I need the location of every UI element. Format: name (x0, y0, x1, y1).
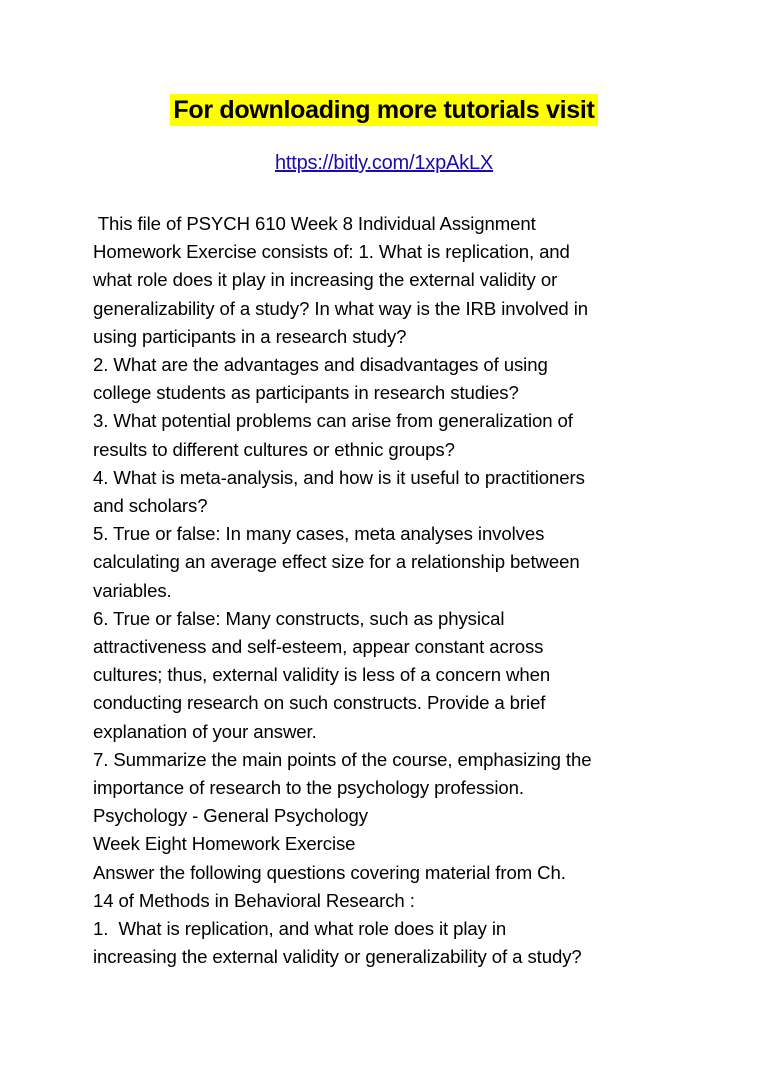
body-line: 5. True or false: In many cases, meta analyses involves (93, 523, 545, 545)
body-line: college students as participants in research studies? (93, 382, 519, 404)
body-line: Answer the following questions covering material from Ch. (93, 861, 566, 883)
body-line: calculating an average effect size for a relationship between (93, 551, 580, 573)
body-line: explanation of your answer. (93, 720, 317, 742)
body-line: results to different cultures or ethnic groups? (93, 438, 455, 460)
document-body (93, 210, 591, 971)
body-line: 14 of Methods in Behavioral Research : (93, 889, 415, 911)
body-line: variables. (93, 579, 172, 601)
body-line: 7. Summarize the main points of the course, emphasizing the (93, 748, 592, 770)
body-line: 3. What potential problems can arise from generalization of (93, 410, 573, 432)
highlighted-title: For downloading more tutorials visit (170, 94, 597, 126)
body-line: Psychology - General Psychology (93, 805, 368, 827)
body-line: Homework Exercise consists of: 1. What is replication, and (93, 241, 570, 263)
body-line: 6. True or false: Many constructs, such as physical (93, 607, 505, 629)
body-line: Week Eight Homework Exercise (93, 833, 356, 855)
page-title (0, 96, 768, 125)
body-line: increasing the external validity or generalizability of a study? (93, 946, 582, 968)
body-line: 4. What is meta-analysis, and how is it useful to practitioners (93, 466, 585, 488)
body-line: 1. What is replication, and what role does it play in (93, 918, 507, 940)
tutorial-link[interactable]: https://bitly.com/1xpAkLX (274, 152, 494, 174)
body-line: generalizability of a study? In what way is the IRB involved in (93, 297, 588, 319)
body-line: This file of PSYCH 610 Week 8 Individual Assignment (93, 213, 536, 234)
body-line: and scholars? (93, 495, 208, 517)
body-line: attractiveness and self-esteem, appear constant across (93, 636, 544, 658)
body-line: importance of research to the psychology profession. (93, 777, 524, 799)
body-line: cultures; thus, external validity is less of a concern when (93, 664, 551, 686)
body-line: conducting research on such constructs. Provide a brief (93, 692, 546, 714)
body-line: using participants in a research study? (93, 325, 407, 347)
body-line: 2. What are the advantages and disadvantages of using (93, 354, 548, 376)
body-line: what role does it play in increasing the external validity or (93, 269, 558, 291)
